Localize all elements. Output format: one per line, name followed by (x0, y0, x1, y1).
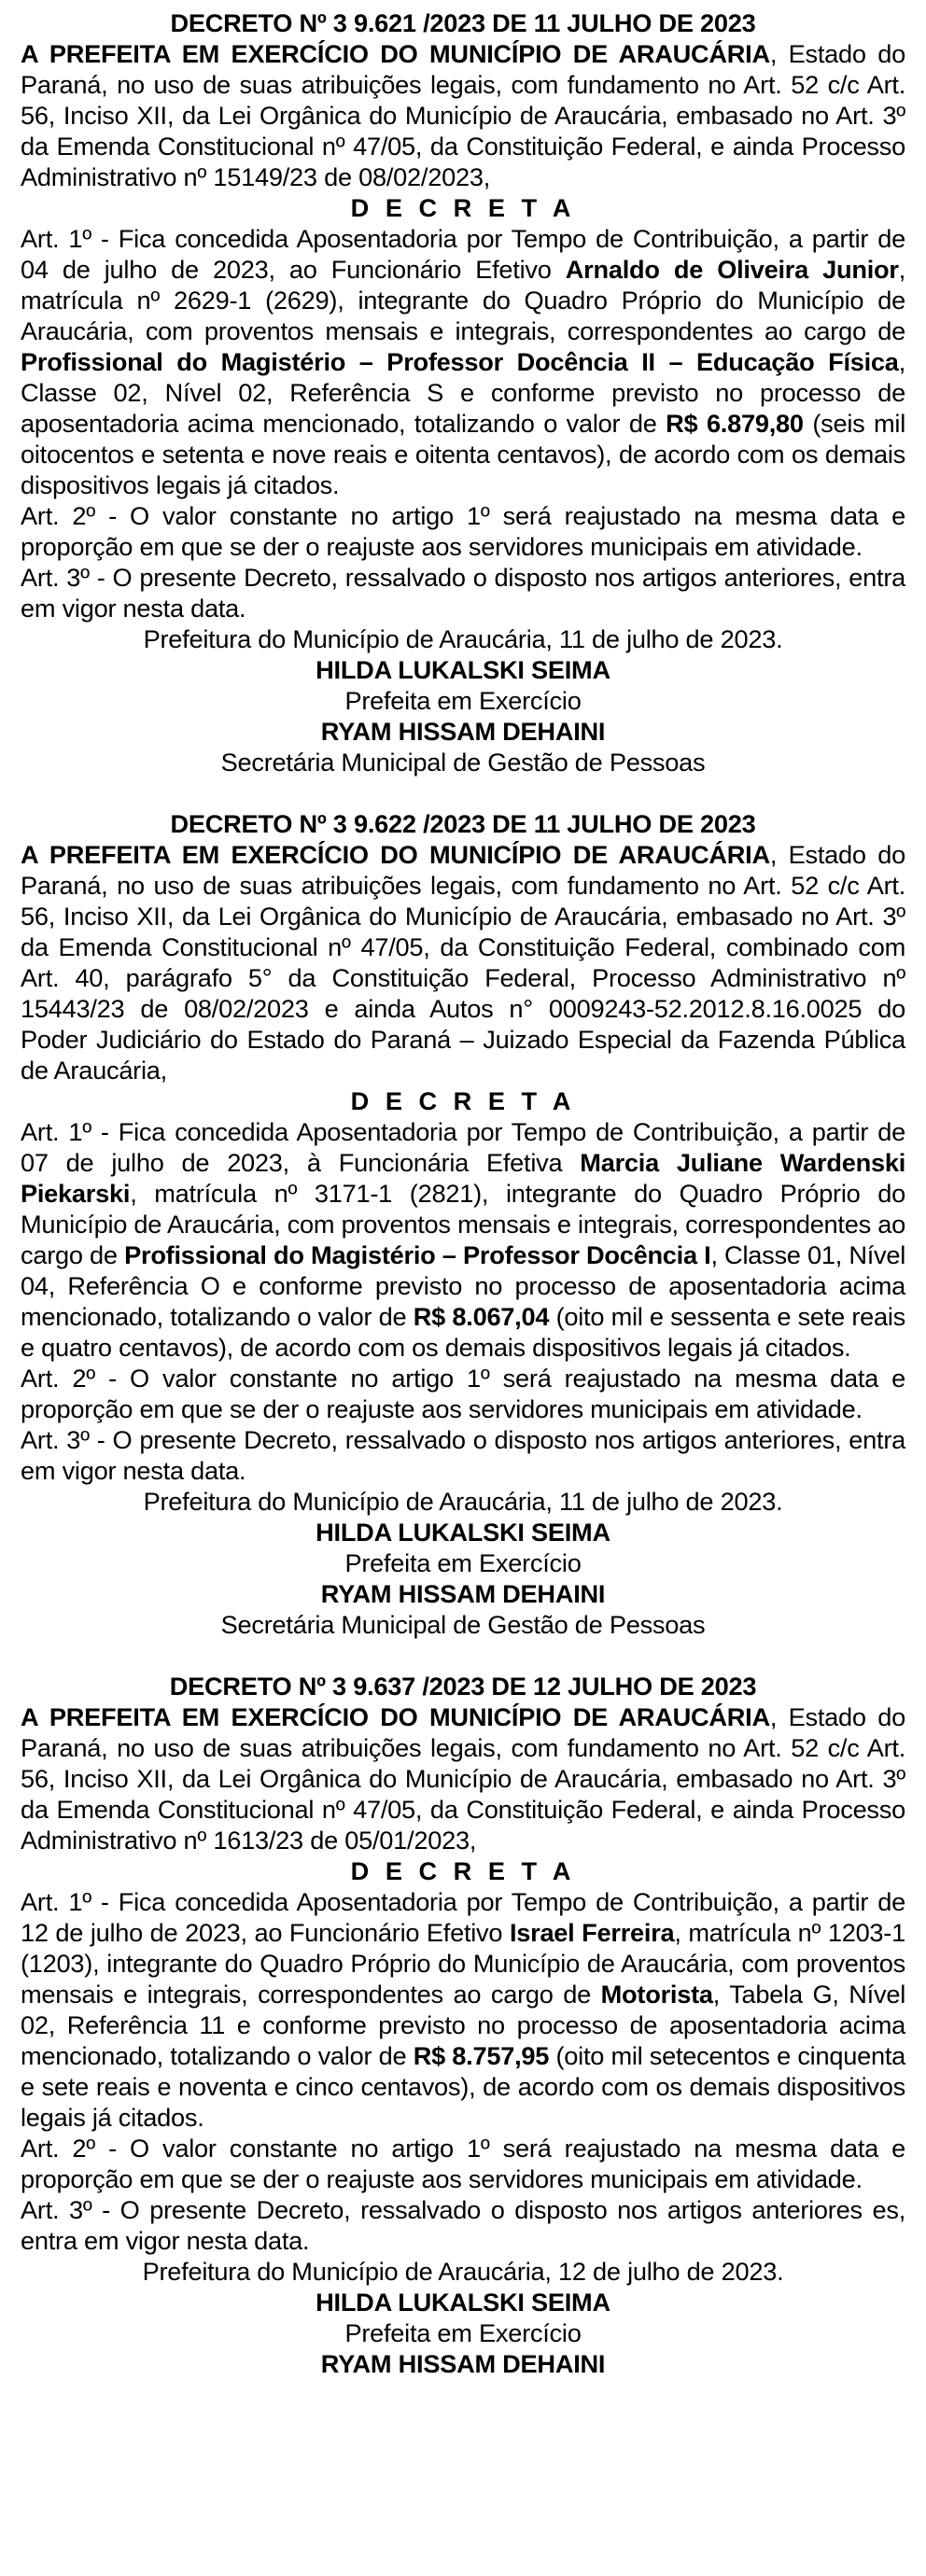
preamble-heading: A PREFEITA EM EXERCÍCIO DO MUNICÍPIO DE ARAUCÁRIA (21, 39, 770, 68)
job-title: Profissional do Magistério – Professor Docência II – Educação Física (21, 347, 899, 376)
job-title: Motorista (600, 1980, 713, 2009)
signatory-name: HILDA LUKALSKI SEIMA (316, 655, 610, 684)
signatory-role: Secretária Municipal de Gestão de Pessoas (220, 748, 706, 777)
decreta-heading: D E C R E T A (350, 1856, 576, 1885)
decree-39621 (21, 7, 905, 777)
article-1-text: Art. 1º - Fica concedida Aposentadoria por Tempo de Contribuição, a partir de 12 de julho de 2023, ao Funcionário Efetivo (21, 1887, 905, 1947)
signatory-role: Secretária Municipal de Gestão de Pessoas (220, 1610, 706, 1639)
article-2: Art. 2º - O valor constante no artigo 1º será reajustado na mesma data e proporção em que se der o reajuste aos servidores municipais em atividade. (21, 2134, 905, 2193)
article-1-text: (oito mil setecentos e cinquenta e sete reais e noventa e cinco centavos), de acordo com os demais dispositivos legais já citados. (21, 2041, 906, 2132)
employee-name: Israel Ferreira (509, 1918, 675, 1947)
preamble-heading: A PREFEITA EM EXERCÍCIO DO MUNICÍPIO DE ARAUCÁRIA (21, 840, 770, 869)
place-date: Prefeitura do Município de Araucária, 12 de julho de 2023. (142, 2257, 784, 2286)
article-3: Art. 3º - O presente Decreto, ressalvado o disposto nos artigos anteriores es, entra em vigor nesta data. (21, 2195, 905, 2255)
decree-39622 (21, 808, 905, 1640)
article-1 (21, 1116, 905, 1363)
pension-amount: R$ 8.067,04 (413, 1302, 550, 1331)
decree-title: DECRETO Nº 3 9.622 /2023 DE 11 JULHO DE 2023 (170, 809, 756, 838)
decree-preamble (21, 1701, 905, 1855)
pension-amount: R$ 6.879,80 (666, 409, 804, 438)
article-2: Art. 2º - O valor constante no artigo 1º será reajustado na mesma data e proporção em que se der o reajuste aos servidores municipais em atividade. (21, 501, 905, 561)
article-1 (21, 1886, 905, 2133)
decreta-heading: D E C R E T A (350, 1086, 576, 1115)
article-1-text: , Tabela G, Nível 02, Referência 11 e conforme previsto no processo de aposentadoria acima mencionado, totalizando o valor de (21, 1980, 905, 2070)
signatory-name: HILDA LUKALSKI SEIMA (316, 2288, 610, 2317)
preamble-heading: A PREFEITA EM EXERCÍCIO DO MUNICÍPIO DE ARAUCÁRIA (21, 1702, 770, 1731)
preamble-text: , Estado do Paraná, no uso de suas atribuições legais, com fundamento no Art. 52 c/c Art. 56, Inciso XII, da Lei Orgânica do Município de Araucária, embasado no Art. 3º da Emenda Constitucional nº 47/05, da Constituição Federal, e ainda Processo Administrativo nº 15149/23 de 08/02/2023, (21, 39, 905, 191)
article-2: Art. 2º - O valor constante no artigo 1º será reajustado na mesma data e proporção em que se der o reajuste aos servidores municipais em atividade. (21, 1364, 905, 1423)
job-title: Profissional do Magistério – Professor Docência I (124, 1240, 711, 1269)
decree-39637 (21, 1671, 905, 2379)
place-date: Prefeitura do Município de Araucária, 11 de julho de 2023. (143, 624, 783, 653)
article-1-text: , matrícula nº 2629-1 (2629), integrante do Quadro Próprio do Município de Araucária, com proventos mensais e integrais, correspondentes ao cargo de (21, 255, 905, 345)
article-1-text: , matrícula nº 1203-1 (1203), integrante do Quadro Próprio do Município de Araucária, com proventos mensais e integrais, correspondentes ao cargo de (21, 1918, 905, 2009)
decree-title: DECRETO Nº 3 9.621 /2023 DE 11 JULHO DE 2023 (170, 8, 756, 37)
decree-preamble (21, 38, 905, 192)
article-1-text: (oito mil e sessenta e sete reais e quatro centavos), de acordo com os demais dispositivos legais já citados. (21, 1302, 905, 1362)
pension-amount: R$ 8.757,95 (413, 2041, 550, 2070)
employee-name: Arnaldo de Oliveira Junior (565, 255, 899, 284)
employee-name: Marcia Juliane Wardenski Piekarski (21, 1148, 905, 1208)
signatory-role: Prefeita em Exercício (344, 2318, 582, 2347)
decree-title: DECRETO Nº 3 9.637 /2023 DE 12 JULHO DE 2023 (169, 1672, 757, 1701)
article-3: Art. 3º - O presente Decreto, ressalvado o disposto nos artigos anteriores, entra em vigor nesta data. (21, 563, 905, 623)
decree-preamble (21, 839, 905, 1085)
article-1 (21, 223, 905, 500)
place-date: Prefeitura do Município de Araucária, 11 de julho de 2023. (143, 1487, 783, 1516)
article-1-text: , Classe 02, Nível 02, Referência S e conforme previsto no processo de aposentadoria acima mencionado, totalizando o valor de (21, 347, 905, 438)
article-3: Art. 3º - O presente Decreto, ressalvado o disposto nos artigos anteriores, entra em vigor nesta data. (21, 1425, 905, 1485)
article-1-text: Art. 1º - Fica concedida Aposentadoria por Tempo de Contribuição, a partir de 04 de julho de 2023, ao Funcionário Efetivo (21, 224, 905, 284)
signatory-role: Prefeita em Exercício (344, 686, 582, 715)
article-1-text: , Classe 01, Nível 04, Referência O e conforme previsto no processo de aposentadoria acima mencionado, totalizando o valor de (21, 1240, 906, 1331)
signatory-name: RYAM HISSAM DEHAINI (320, 1579, 606, 1608)
article-1-text: (seis mil oitocentos e setenta e nove reais e oitenta centavos), de acordo com os demais dispositivos legais já citados. (21, 409, 905, 499)
article-1-text: , matrícula nº 3171-1 (2821), integrante do Quadro Próprio do Município de Araucária, com proventos mensais e integrais, correspondentes ao cargo de (21, 1179, 905, 1269)
preamble-text: , Estado do Paraná, no uso de suas atribuições legais, com fundamento no Art. 52 c/c Art. 56, Inciso XII, da Lei Orgânica do Município de Araucária, embasado no Art. 3º da Emenda Constitucional nº 47/05, da Constituição Federal, combinado com Art. 40, parágrafo 5° da Constituição Federal, Processo Administrativo nº 15443/23 de 08/02/2023 e ainda Autos n° 0009243-52.2012.8.16.0025 do Poder Judiciário do Estado do Paraná – Juizado Especial da Fazenda Pública de Araucária, (21, 840, 905, 1085)
signatory-name: HILDA LUKALSKI SEIMA (316, 1518, 610, 1547)
signatory-role: Prefeita em Exercício (344, 1548, 582, 1577)
preamble-text: , Estado do Paraná, no uso de suas atribuições legais, com fundamento no Art. 52 c/c Art. 56, Inciso XII, da Lei Orgânica do Município de Araucária, embasado no Art. 3º da Emenda Constitucional nº 47/05, da Constituição Federal, e ainda Processo Administrativo nº 1613/23 de 05/01/2023, (21, 1702, 905, 1855)
signatory-name: RYAM HISSAM DEHAINI (320, 717, 606, 746)
signatory-name: RYAM HISSAM DEHAINI (320, 2349, 606, 2378)
decreta-heading: D E C R E T A (350, 193, 576, 222)
article-1-text: Art. 1º - Fica concedida Aposentadoria por Tempo de Contribuição, a partir de 07 de julho de 2023, à Funcionária Efetiva (21, 1117, 905, 1177)
